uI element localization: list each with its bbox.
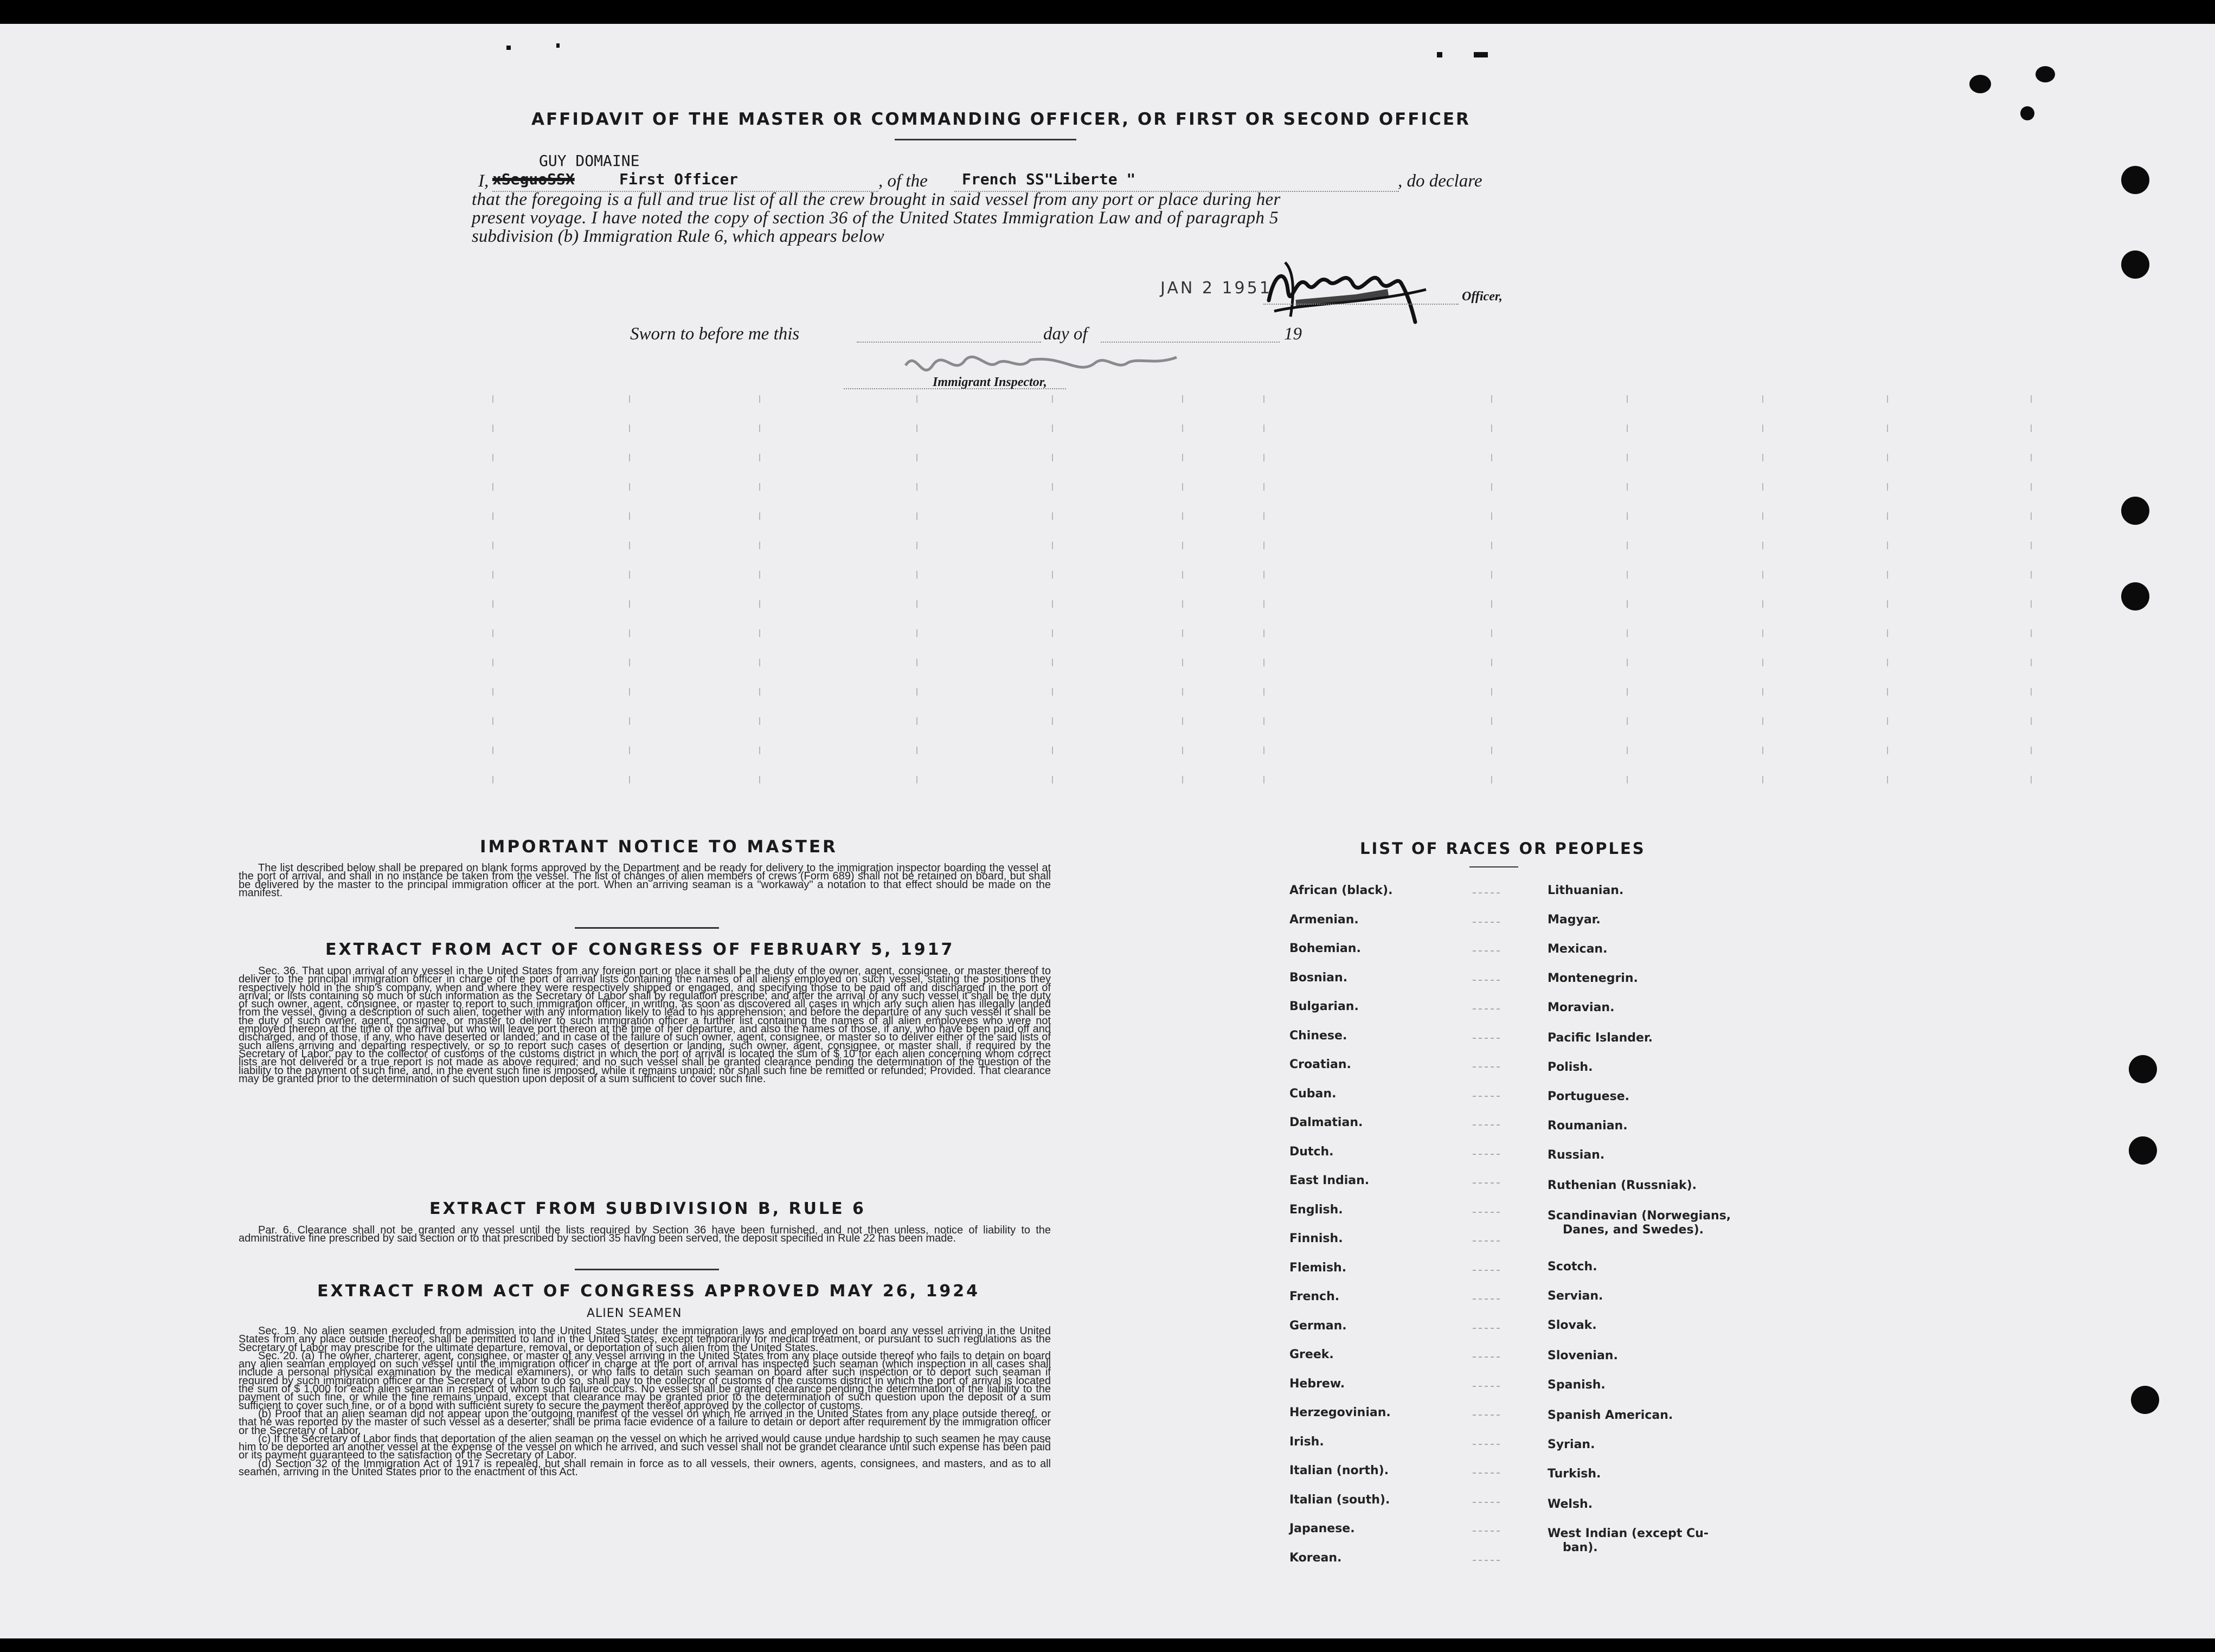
affidavit-line2: that the foregoing is a full and true list of all the crew brought in said vessel from any port or place during her bbox=[472, 190, 1281, 209]
grid-tick bbox=[629, 542, 630, 549]
race-separator bbox=[1473, 1386, 1500, 1388]
race-item: ban). bbox=[1563, 1541, 1598, 1554]
grid-tick bbox=[1762, 542, 1763, 549]
race-item: Magyar. bbox=[1548, 913, 1601, 927]
sec20c-paragraph: (c) If the Secretary of Labor finds that deportation of the alien seaman on the vessel on which he arrived would cause undue hardship to such seamen he may cause him to be deported an another vessel at the expense of the vessel on which he arrived, and such vessel shall not be grandet clearance until such expense has been paid or its payment guaranteed to the satisfaction of the Secretary of Labor. bbox=[239, 1432, 1051, 1462]
grid-tick bbox=[2031, 425, 2032, 432]
grid-tick bbox=[1182, 717, 1183, 725]
race-item: English. bbox=[1289, 1203, 1343, 1217]
race-item: Bulgarian. bbox=[1289, 1000, 1359, 1013]
grid-tick bbox=[1491, 483, 1492, 491]
grid-tick bbox=[759, 512, 760, 520]
typed-vessel: French SS"Liberte " bbox=[962, 170, 1136, 188]
grid-tick bbox=[1627, 542, 1628, 549]
grid-tick bbox=[1887, 717, 1888, 725]
grid-tick bbox=[1887, 659, 1888, 666]
race-item: Korean. bbox=[1289, 1551, 1342, 1565]
grid-tick bbox=[1491, 776, 1492, 783]
grid-tick bbox=[1182, 600, 1183, 608]
grid-tick bbox=[1182, 483, 1183, 491]
grid-tick bbox=[1887, 776, 1888, 783]
grid-tick bbox=[1182, 571, 1183, 578]
punch-hole bbox=[2121, 250, 2149, 279]
title-divider bbox=[895, 139, 1076, 140]
grid-tick bbox=[2031, 747, 2032, 754]
grid-tick bbox=[916, 395, 917, 403]
grid-tick bbox=[759, 483, 760, 491]
grid-tick bbox=[1052, 512, 1053, 520]
grid-tick bbox=[2031, 542, 2032, 549]
grid-tick bbox=[1182, 454, 1183, 461]
grid-tick bbox=[1887, 425, 1888, 432]
grid-tick bbox=[1627, 717, 1628, 725]
extract-1917-title: EXTRACT FROM ACT OF CONGRESS OF FEBRUARY 5, 1917 bbox=[325, 940, 955, 959]
grid-tick bbox=[916, 629, 917, 637]
grid-tick bbox=[759, 454, 760, 461]
section-divider bbox=[575, 927, 719, 929]
grid-tick bbox=[1627, 776, 1628, 783]
grid-tick bbox=[1627, 659, 1628, 666]
grid-tick bbox=[629, 425, 630, 432]
race-item: Irish. bbox=[1289, 1435, 1324, 1449]
grid-tick bbox=[1491, 629, 1492, 637]
grid-tick bbox=[1887, 483, 1888, 491]
grid-tick bbox=[492, 512, 493, 520]
grid-tick bbox=[1887, 688, 1888, 696]
grid-tick bbox=[629, 688, 630, 696]
race-item: Cuban. bbox=[1289, 1087, 1337, 1101]
race-item: East Indian. bbox=[1289, 1174, 1370, 1187]
race-item: Moravian. bbox=[1548, 1001, 1615, 1014]
race-item: Bohemian. bbox=[1289, 942, 1361, 955]
grid-tick bbox=[1491, 659, 1492, 666]
grid-tick bbox=[1263, 688, 1264, 696]
grid-tick bbox=[1263, 747, 1264, 754]
punch-hole bbox=[2129, 1136, 2157, 1165]
race-item: Herzegovinian. bbox=[1289, 1406, 1391, 1419]
grid-tick bbox=[492, 600, 493, 608]
grid-tick bbox=[629, 454, 630, 461]
dotted-fill bbox=[1263, 304, 1459, 305]
grid-tick bbox=[492, 571, 493, 578]
race-item: French. bbox=[1289, 1290, 1340, 1303]
grid-tick bbox=[1627, 425, 1628, 432]
grid-tick bbox=[1182, 542, 1183, 549]
grid-tick bbox=[1887, 542, 1888, 549]
grid-tick bbox=[1052, 483, 1053, 491]
race-item: Finnish. bbox=[1289, 1232, 1343, 1245]
race-item: Hebrew. bbox=[1289, 1377, 1345, 1391]
race-separator bbox=[1473, 1154, 1500, 1156]
race-item: Pacific Islander. bbox=[1548, 1031, 1653, 1045]
race-separator bbox=[1473, 1066, 1500, 1069]
grid-tick bbox=[916, 747, 917, 754]
do-declare-text: , do declare bbox=[1398, 171, 1482, 191]
grid-tick bbox=[1491, 425, 1492, 432]
grid-tick bbox=[2031, 483, 2032, 491]
grid-tick bbox=[1627, 454, 1628, 461]
grid-tick bbox=[1762, 425, 1763, 432]
race-separator bbox=[1473, 1212, 1500, 1214]
grid-tick bbox=[1263, 483, 1264, 491]
grid-tick bbox=[1263, 776, 1264, 783]
grid-tick bbox=[1627, 747, 1628, 754]
race-separator bbox=[1473, 1328, 1500, 1330]
race-item: Russian. bbox=[1548, 1148, 1605, 1162]
grid-tick bbox=[1762, 659, 1763, 666]
grid-tick bbox=[1887, 571, 1888, 578]
grid-tick bbox=[1762, 454, 1763, 461]
grid-tick bbox=[2031, 688, 2032, 696]
race-item: Mexican. bbox=[1548, 942, 1608, 956]
grid-tick bbox=[492, 659, 493, 666]
race-separator bbox=[1473, 1038, 1500, 1040]
typed-name: GUY DOMAINE bbox=[539, 152, 640, 170]
grid-tick bbox=[2031, 659, 2032, 666]
grid-tick bbox=[1263, 395, 1264, 403]
affidavit-line4: subdivision (b) Immigration Rule 6, which appears below bbox=[472, 227, 884, 246]
grid-tick bbox=[629, 395, 630, 403]
race-separator bbox=[1473, 922, 1500, 924]
grid-tick bbox=[1263, 542, 1264, 549]
grid-tick bbox=[1491, 571, 1492, 578]
grid-tick bbox=[492, 776, 493, 783]
race-item: Turkish. bbox=[1548, 1467, 1601, 1481]
race-item: Chinese. bbox=[1289, 1029, 1347, 1043]
grid-tick bbox=[759, 717, 760, 725]
extract-1917-text bbox=[239, 967, 1051, 1083]
race-item: Montenegrin. bbox=[1548, 972, 1638, 985]
grid-tick bbox=[1263, 571, 1264, 578]
struck-text: xSeguoSSX bbox=[492, 170, 575, 188]
grid-tick bbox=[1182, 512, 1183, 520]
grid-tick bbox=[2031, 571, 2032, 578]
race-item: Danes, and Swedes). bbox=[1563, 1223, 1704, 1237]
race-item: Servian. bbox=[1548, 1289, 1603, 1303]
extract-1924-title: EXTRACT FROM ACT OF CONGRESS APPROVED MAY 26, 1924 bbox=[317, 1282, 980, 1301]
grid-tick bbox=[1627, 483, 1628, 491]
race-item: Lithuanian. bbox=[1548, 884, 1624, 897]
grid-tick bbox=[1762, 776, 1763, 783]
races-title: LIST OF RACES OR PEOPLES bbox=[1360, 839, 1646, 858]
race-item: West Indian (except Cu- bbox=[1548, 1527, 1709, 1540]
grid-tick bbox=[629, 776, 630, 783]
punch-hole bbox=[1969, 75, 1991, 93]
race-item: Slovak. bbox=[1548, 1319, 1597, 1332]
race-item: Polish. bbox=[1548, 1060, 1593, 1074]
race-item: Scotch. bbox=[1548, 1260, 1597, 1274]
officer-label: Officer, bbox=[1462, 290, 1503, 304]
race-separator bbox=[1473, 1096, 1500, 1098]
affidavit-line1-start: I, bbox=[478, 171, 489, 191]
grid-tick bbox=[1052, 717, 1053, 725]
grid-tick bbox=[1263, 659, 1264, 666]
punch-hole bbox=[2121, 497, 2149, 525]
grid-tick bbox=[1762, 717, 1763, 725]
grid-tick bbox=[1627, 395, 1628, 403]
race-separator bbox=[1473, 950, 1500, 953]
ink-mark bbox=[1437, 52, 1442, 57]
grid-tick bbox=[1182, 629, 1183, 637]
extract-rule6-text bbox=[239, 1226, 1051, 1243]
grid-tick bbox=[629, 659, 630, 666]
ink-mark bbox=[1474, 52, 1488, 57]
race-item: Flemish. bbox=[1289, 1261, 1347, 1275]
grid-tick bbox=[2031, 717, 2032, 725]
grid-tick bbox=[1762, 512, 1763, 520]
grid-tick bbox=[1762, 483, 1763, 491]
par6-paragraph: Par. 6. Clearance shall not be granted any vessel until the lists required by Section 36 have been furnished, and not then unless, notice of liability to the administrative fine prescribed by said section or to that prescribed by section 35 having been served, the deposit specified in Rule 22 has been made. bbox=[239, 1224, 1051, 1245]
grid-tick bbox=[1627, 571, 1628, 578]
grid-tick bbox=[2031, 395, 2032, 403]
grid-tick bbox=[1887, 512, 1888, 520]
grid-tick bbox=[916, 542, 917, 549]
grid-tick bbox=[1052, 542, 1053, 549]
notice-title: IMPORTANT NOTICE TO MASTER bbox=[480, 837, 838, 857]
grid-tick bbox=[629, 483, 630, 491]
grid-tick bbox=[629, 747, 630, 754]
ink-mark bbox=[556, 43, 560, 48]
race-item: German. bbox=[1289, 1319, 1347, 1333]
grid-tick bbox=[1052, 600, 1053, 608]
extract-rule6-title: EXTRACT FROM SUBDIVISION B, RULE 6 bbox=[429, 1199, 866, 1218]
grid-tick bbox=[492, 629, 493, 637]
of-the-text: , of the bbox=[878, 171, 928, 191]
race-separator bbox=[1473, 1415, 1500, 1417]
grid-tick bbox=[1052, 571, 1053, 578]
grid-tick bbox=[1052, 659, 1053, 666]
section-divider bbox=[575, 1269, 719, 1270]
day-of-text: day of bbox=[1043, 324, 1088, 344]
notice-paragraph: The list described below shall be prepared on blank forms approved by the Department and be ready for delivery to the immigration inspector boarding the vessel at the port of arrival, and shall in no instance be taken from the vessel. The list of changes of alien members of crews (Form 689) shall not be retained on board, but shall be delivered by the master to the principal immigration officer at the port. When an arriving seaman is a "workaway" a notation to that effect should be made on the manifest. bbox=[239, 862, 1051, 899]
affidavit-title: AFFIDAVIT OF THE MASTER OR COMMANDING OFFICER, OR FIRST OR SECOND OFFICER bbox=[531, 110, 1471, 129]
race-item: Greek. bbox=[1289, 1348, 1334, 1361]
grid-tick bbox=[1263, 425, 1264, 432]
grid-tick bbox=[759, 542, 760, 549]
sworn-text: Sworn to before me this bbox=[630, 324, 800, 344]
grid-tick bbox=[759, 659, 760, 666]
grid-tick bbox=[629, 717, 630, 725]
grid-tick bbox=[916, 512, 917, 520]
grid-tick bbox=[492, 747, 493, 754]
punch-hole bbox=[2121, 166, 2149, 194]
grid-tick bbox=[759, 688, 760, 696]
grid-tick bbox=[2031, 600, 2032, 608]
race-item: Spanish. bbox=[1548, 1378, 1606, 1392]
grid-tick bbox=[759, 629, 760, 637]
grid-tick bbox=[1052, 688, 1053, 696]
grid-tick bbox=[629, 600, 630, 608]
race-separator bbox=[1473, 1444, 1500, 1446]
grid-tick bbox=[629, 571, 630, 578]
grid-tick bbox=[916, 600, 917, 608]
grid-tick bbox=[2031, 512, 2032, 520]
race-item: Slovenian. bbox=[1548, 1349, 1618, 1362]
grid-tick bbox=[1182, 395, 1183, 403]
grid-tick bbox=[916, 776, 917, 783]
grid-tick bbox=[1762, 629, 1763, 637]
alien-seamen-subtitle: ALIEN SEAMEN bbox=[587, 1307, 682, 1320]
grid-tick bbox=[1182, 776, 1183, 783]
inspector-label: Immigrant Inspector, bbox=[933, 375, 1047, 389]
race-item: Scandinavian (Norwegians, bbox=[1548, 1209, 1731, 1223]
grid-tick bbox=[1887, 747, 1888, 754]
grid-tick bbox=[759, 425, 760, 432]
race-item: Italian (south). bbox=[1289, 1493, 1390, 1507]
document-page bbox=[0, 24, 2215, 1638]
grid-tick bbox=[1052, 776, 1053, 783]
grid-tick bbox=[629, 512, 630, 520]
grid-tick bbox=[1182, 425, 1183, 432]
race-item: Portuguese. bbox=[1548, 1090, 1629, 1103]
ink-mark bbox=[506, 46, 511, 50]
grid-tick bbox=[916, 688, 917, 696]
grid-tick bbox=[1263, 512, 1264, 520]
race-separator bbox=[1473, 1124, 1500, 1127]
race-item: Dalmatian. bbox=[1289, 1116, 1363, 1129]
race-separator bbox=[1473, 1270, 1500, 1272]
grid-tick bbox=[492, 395, 493, 403]
grid-tick bbox=[916, 483, 917, 491]
race-separator bbox=[1473, 1240, 1500, 1243]
grid-tick bbox=[759, 747, 760, 754]
grid-tick bbox=[759, 571, 760, 578]
race-separator bbox=[1473, 1473, 1500, 1475]
race-item: Syrian. bbox=[1548, 1438, 1595, 1451]
grid-tick bbox=[2031, 629, 2032, 637]
punch-hole bbox=[2131, 1386, 2159, 1414]
grid-tick bbox=[1491, 747, 1492, 754]
grid-tick bbox=[2031, 776, 2032, 783]
grid-tick bbox=[1182, 688, 1183, 696]
typed-rank: First Officer bbox=[619, 170, 739, 188]
grid-tick bbox=[916, 425, 917, 432]
punch-hole bbox=[2129, 1055, 2157, 1083]
grid-tick bbox=[1052, 425, 1053, 432]
sec20a-paragraph: Sec. 20. (a) The owner, charterer, agent, consignee, or master of any vessel arriving in the United States from any place outside thereof who fails to detain on board any alien seaman employed on such vessel until the immigration officer in charge at the port of arrival has inspected such seaman (which inspection in all cases shall include a personal physical examination by the medical examiners), or who fails to detain such seaman on board after such inspection or to deport such seaman if required by such immigration officer or the Secretary of Labor to do so, shall pay to the collector of customs of the customs district in which the port of arrival is located the sum of $ 1,000 for each alien seaman in respect of whom such failure occurs. No vessel shall be granted clearance pending the determination of the liability to the payment of such fine, or while the fine remains unpaid, except that clearance may be granted prior to the determination of such question upon the deposit of a sum sufficient to cover such fine, or of a bond with sufficient surety to secure the payment thereof approved by the collector of customs. bbox=[239, 1349, 1051, 1412]
grid-tick bbox=[1887, 629, 1888, 637]
grid-tick bbox=[492, 688, 493, 696]
grid-tick bbox=[1491, 717, 1492, 725]
grid-tick bbox=[916, 454, 917, 461]
race-separator bbox=[1473, 892, 1500, 895]
race-item: Ruthenian (Russniak). bbox=[1548, 1179, 1697, 1192]
race-separator bbox=[1473, 1502, 1500, 1504]
grid-tick bbox=[492, 425, 493, 432]
grid-tick bbox=[1052, 629, 1053, 637]
grid-tick bbox=[1762, 600, 1763, 608]
race-item: Japanese. bbox=[1289, 1522, 1355, 1535]
affidavit-line3: present voyage. I have noted the copy of section 36 of the United States Immigration Law and of paragraph 5 bbox=[472, 208, 1279, 228]
grid-tick bbox=[759, 600, 760, 608]
grid-tick bbox=[916, 717, 917, 725]
grid-tick bbox=[1491, 542, 1492, 549]
race-separator bbox=[1473, 980, 1500, 982]
grid-tick bbox=[916, 571, 917, 578]
punch-hole bbox=[2036, 66, 2055, 82]
race-item: Croatian. bbox=[1289, 1058, 1351, 1071]
grid-tick bbox=[1052, 395, 1053, 403]
grid-tick bbox=[1491, 512, 1492, 520]
grid-tick bbox=[1491, 395, 1492, 403]
grid-tick bbox=[1263, 629, 1264, 637]
race-item: Spanish American. bbox=[1548, 1409, 1673, 1422]
grid-tick bbox=[916, 659, 917, 666]
grid-tick bbox=[1491, 454, 1492, 461]
grid-tick bbox=[1762, 747, 1763, 754]
race-separator bbox=[1473, 1182, 1500, 1185]
grid-tick bbox=[1627, 688, 1628, 696]
race-item: African (black). bbox=[1289, 884, 1393, 897]
race-item: Bosnian. bbox=[1289, 970, 1348, 985]
grid-tick bbox=[1263, 454, 1264, 461]
sec19-paragraph: Sec. 19. No alien seamen excluded from admission into the United States under the immigration laws and employed on board any vessel arriving in the United States from any place outside thereof, shall be permitted to land in the United States, except temporarily for medical treatment, or pursuant to such regulations as the Secretary of Labor may prescribe for the ultimate departure, removal, or deportation of such alien from the United States. bbox=[239, 1325, 1051, 1354]
grid-tick bbox=[492, 454, 493, 461]
grid-tick bbox=[1887, 454, 1888, 461]
grid-tick bbox=[629, 629, 630, 637]
sec20b-paragraph: (b) Proof that an alien seaman did not appear upon the outgoing manifest of the vessel on which he arrived in the United States from any place outside thereof, or that he was reported by the master of such vessel as a deserter, shall be prima facie evidence of a failure to detain or deport after requirement by the immigration officer or the Secretary of Labor. bbox=[239, 1407, 1051, 1437]
grid-tick bbox=[1627, 600, 1628, 608]
notice-text bbox=[239, 864, 1051, 897]
race-item: Armenian. bbox=[1289, 912, 1359, 927]
race-separator bbox=[1473, 1299, 1500, 1301]
extract-1924-text bbox=[239, 1325, 1051, 1479]
race-item: Italian (north). bbox=[1289, 1464, 1389, 1477]
race-separator bbox=[1473, 1560, 1500, 1562]
grid-tick bbox=[492, 717, 493, 725]
race-separator bbox=[1473, 1357, 1500, 1359]
grid-tick bbox=[759, 395, 760, 403]
race-separator bbox=[1473, 1008, 1500, 1011]
year-text: 19 bbox=[1284, 324, 1302, 344]
grid-tick bbox=[1762, 395, 1763, 403]
grid-tick bbox=[1491, 688, 1492, 696]
race-item: Roumanian. bbox=[1548, 1119, 1628, 1133]
sec20d-paragraph: (d) Section 32 of the Immigration Act of 1917 is repealed, but shall remain in force as to all vessels, their owners, agents, consignees, and masters, and as to all seamen, arriving in the United States prior to the enactment of this Act. bbox=[239, 1457, 1051, 1479]
section-36-paragraph: Sec. 36. That upon arrival of any vessel in the United States from any foreign port or place it shall be the duty of the owner, agent, consignee, or master thereof to deliver to the principal immigration officer in charge of the port of arrival lists containing the names of all aliens employed on such vessel, stating the positions they respectively hold in the ship's company, when and where they were respectively shipped or engaged, and specifying those to be paid off and discharged in the port of arrival; or lists containing so much of such information as the Secretary of Labor shall by regulation prescribe; and after the arrival of any such vessel it shall be the duty of such owner, agent, consignee, or master to report to such immigration officer, in writing, as soon as discovered all cases in which any such alien has illegally landed from the vessel, giving a description of such alien, together with any information likely to lead to his apprehension; and before the departure of any such vessel it shall be the duty of such owner, agent, consignee, or master to deliver to such immigration officer a further list containing the names of all alien employees who were not employed thereon at the time of the arrival but who will leave port thereon at the time of her departure, and also the names of those, if any, who have been paid off and discharged, and of those, if any, who have deserted or landed; and in case of the failure of such owner, agent, consignee, or master so to deliver either of the said lists of such aliens arriving and departing respectively, or so to report such cases of desertion or landing, such owner, agent, consignee, or master shall, if required by the Secretary of Labor, pay to the collector of customs of the customs district in which the port of arrival is located the sum of $ 10 for each alien concerning whom correct lists are not delivered or a true report is not made as above required; and no such vessel shall be granted clearance pending the determination of the question of the liability to the payment of such fine, and, in the event such fine is imposed, while it remains unpaid; nor shall such fine be remitted or refunded; Provided. That clearance may be granted prior to the determination of such question upon deposit of a sum sufficient to cover such fine. bbox=[239, 965, 1051, 1085]
grid-tick bbox=[1182, 747, 1183, 754]
races-divider bbox=[1469, 866, 1518, 867]
race-item: Dutch. bbox=[1289, 1145, 1334, 1159]
grid-tick bbox=[492, 542, 493, 549]
grid-tick bbox=[1762, 688, 1763, 696]
grid-tick bbox=[1263, 600, 1264, 608]
grid-tick bbox=[1627, 629, 1628, 637]
grid-tick bbox=[1762, 571, 1763, 578]
punch-hole bbox=[2121, 582, 2149, 610]
race-item: Welsh. bbox=[1548, 1497, 1593, 1511]
grid-tick bbox=[2031, 454, 2032, 461]
grid-tick bbox=[1052, 747, 1053, 754]
grid-tick bbox=[1052, 454, 1053, 461]
grid-tick bbox=[492, 483, 493, 491]
grid-tick bbox=[1182, 659, 1183, 666]
grid-tick bbox=[759, 776, 760, 783]
grid-tick bbox=[1491, 600, 1492, 608]
race-separator bbox=[1473, 1531, 1500, 1533]
date-stamp: JAN 2 1951 bbox=[1160, 279, 1272, 298]
grid-tick bbox=[1887, 600, 1888, 608]
grid-tick bbox=[1627, 512, 1628, 520]
punch-hole bbox=[2020, 106, 2034, 120]
grid-tick bbox=[1887, 395, 1888, 403]
grid-tick bbox=[1263, 717, 1264, 725]
